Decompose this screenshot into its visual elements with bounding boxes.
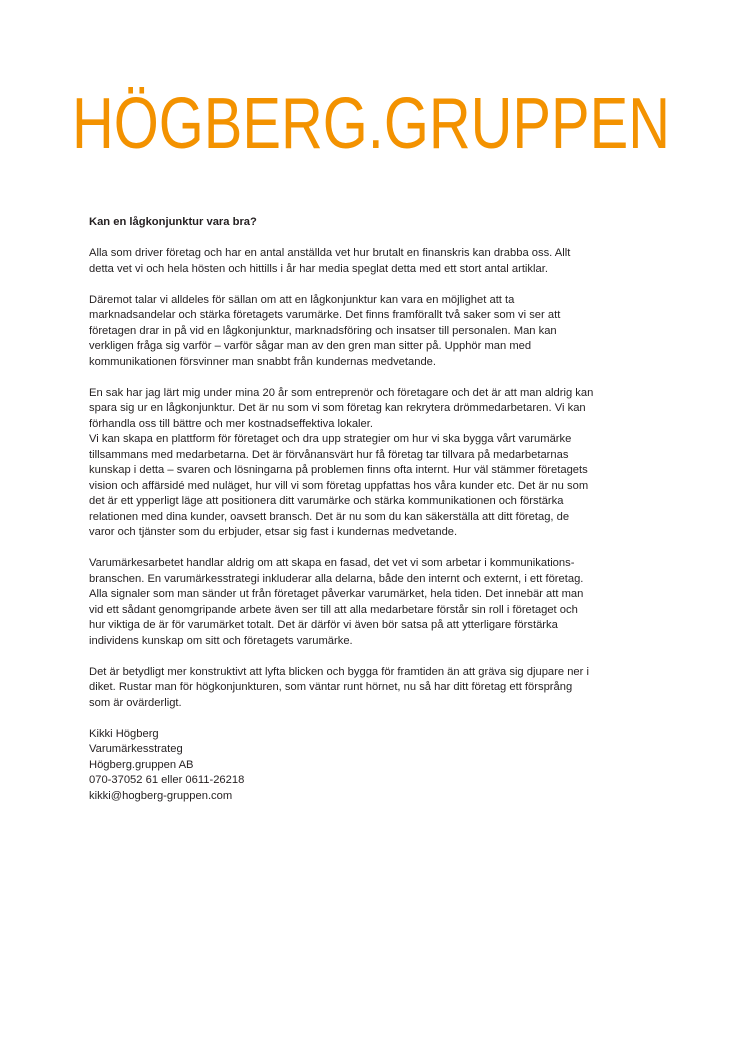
paragraph-line: förhandla oss till bättre och mer kostnadseffektiva lokaler. <box>89 417 373 430</box>
paragraph-line: Däremot talar vi alldeles för sällan om att en lågkonjunktur kan vara en möjlighet att ta <box>89 293 515 306</box>
paragraph <box>89 246 669 277</box>
signature-name: Kikki Högberg <box>89 727 159 740</box>
paragraph-line: vision och affärsidé med nuläget, hur vill vi som företag uppfattas hos våra kunder etc. Det är nu som <box>89 479 589 492</box>
paragraphs <box>89 246 669 711</box>
paragraph <box>89 293 669 371</box>
paragraph-line: En sak har jag lärt mig under mina 20 år som entreprenör och företagare och det är att man aldrig kan <box>89 386 594 399</box>
paragraph-line: spara sig ur en lågkonjunktur. Det är nu som vi som företag kan rekrytera drömmedarbetaren. Vi kan <box>89 402 586 414</box>
paragraph-line: kunskap i detta – svaren och lösningarna på problemen finns ofta internt. Hur väl stämmer företagets <box>89 464 588 476</box>
letter-body <box>89 215 669 804</box>
company-logo <box>72 82 672 162</box>
signature-phone: 070-37052 61 eller 0611-26218 <box>89 774 245 786</box>
paragraph <box>89 556 669 649</box>
paragraph-line: vid ett sådant genomgripande arbete även ser till att alla medarbetare förstår sin roll i företaget och <box>89 603 578 616</box>
paragraph-line: hur viktiga de är för varumärket totalt. Det är därför vi även bör satsa på att ytterligare förstärka <box>89 619 558 631</box>
paragraph-line: Det är betydligt mer konstruktivt att lyfta blicken och bygga för framtiden än att gräva sig djupare ner i <box>89 665 589 678</box>
signature-role: Varumärkesstrateg <box>89 743 183 755</box>
paragraph-line: Varumärkesarbetet handlar aldrig om att skapa en fasad, det vet vi som arbetar i kommunikations- <box>89 557 575 569</box>
paragraph-line: marknadsandelar och stärka företagets varumärke. Det finns framförallt två saker som vi ser att <box>89 309 561 321</box>
paragraph-line: Alla signaler som man sänder ut från företaget påverkar varumärket, hela tiden. Det innebär att man <box>89 588 584 600</box>
paragraph-line: branschen. En varumärkesstrategi inkluderar alla delarna, både den internt och externt, i ett företag. <box>89 572 584 585</box>
paragraph-line: tillsammans med medarbetarna. Det är förvånansvärt hur få företag tar tillvara på medarbetarnas <box>89 448 569 461</box>
signature-block <box>89 727 669 805</box>
paragraph-line: diket. Rustar man för högkonjunkturen, som väntar runt hörnet, nu så har ditt företag ett försprång <box>89 681 573 693</box>
paragraph-line: individens kunskap om sitt och företagets varumärke. <box>89 634 353 647</box>
paragraph-line: Alla som driver företag och har en antal anställda vet hur brutalt en finanskris kan drabba oss. Allt <box>89 247 571 259</box>
signature-email[interactable]: kikki@hogberg-gruppen.com <box>89 789 233 802</box>
paragraph-line: företagen drar in på vid en lågkonjunktur, marknadsföring och insatser till personalen. Man kan <box>89 324 557 337</box>
paragraph-line: relationen med dina kunder, oavsett bransch. Det är nu som du kan säkerställa att ditt företag, de <box>89 510 570 523</box>
letter-title: Kan en lågkonjunktur vara bra? <box>89 216 257 228</box>
paragraph <box>89 386 669 541</box>
paragraph-line: detta vet vi och hela hösten och hittills i år har media speglat detta med ett stort antal artiklar. <box>89 262 548 275</box>
logo-text: HÖGBERG.GRUPPEN <box>72 84 670 164</box>
logo-wordmark <box>72 82 672 162</box>
paragraph-line: verkligen fråga sig varför – varför sågar man av den gren man sitter på. Upphör man med <box>89 340 532 352</box>
paragraph-line: kommunikationen försvinner man snabbt från kundernas medvetande. <box>89 355 437 368</box>
paragraph-line: det är ett ypperligt läge att positionera ditt varumärke och stärka kommunikationen och förstärka <box>89 495 564 507</box>
paragraph-line: som är ovärderligt. <box>89 696 182 709</box>
paragraph-line: Vi kan skapa en plattform för företaget och dra upp strategier om hur vi ska bygga vårt varumärke <box>89 433 572 445</box>
paragraph-line: varor och tjänster som du erbjuder, etsar sig fast i kundernas medvetande. <box>89 526 458 538</box>
paragraph <box>89 665 669 712</box>
signature-company: Högberg.gruppen AB <box>89 758 194 771</box>
